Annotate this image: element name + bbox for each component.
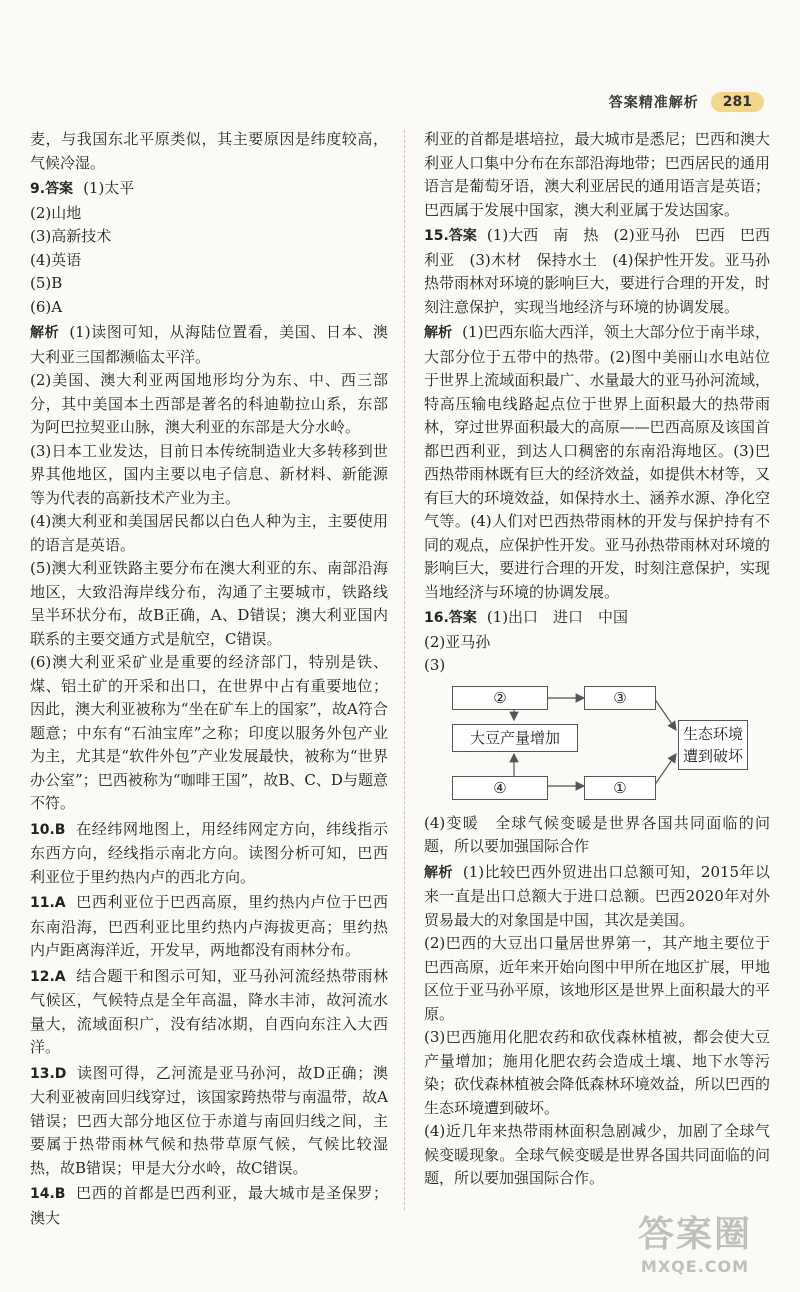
watermark-main: 答案圈 [637,1214,752,1255]
answer-item [424,224,770,319]
header-title: 答案精准解析 [608,95,699,111]
answer-item [30,1062,388,1181]
box-2: ② [452,686,548,710]
left-column [30,128,388,1230]
answer-text: (1)大西 南 热 (2)亚马孙 巴西 巴西利亚 (3)木材 保持水土 (4)保护性开发。亚马孙热带雨林对环境的影响巨大，要进行合理的开发，时刻注意保护，实现当地经济与环境的协调发展。 [424,226,771,316]
page-header [609,92,764,112]
paragraph: 麦，与我国东北平原类似，其主要原因是纬度较高，气候冷湿。 [30,130,388,172]
question-number: 15. [424,228,449,244]
answer-text: (1)出口 进口 中国 [486,608,629,626]
page-number: 281 [711,92,764,112]
answer-text: (1)巴西东临大西洋，领土大部分位于南半球，大部分位于五带中的热带。(2)图中美丽山水电站位于世界上流域面积最广、水量最大的亚马孙河流域，特高压输电线路起点位于世界上面积最大的热带雨林，穿过世界面积最大的高原——巴西高原及该国首都巴西利亚，到达人口稠密的东南沿海地区。(3)巴西热带雨林既有巨大的经济效益，如提供木材等，又有巨大的环境效益，如保持水土、涵养水源、净化空气等。(4)人们对巴西热带雨林的开发与保护持有不同的观点，应保护性开发。亚马孙热带雨林对环境的影响巨大，要进行合理的开发，时刻注意保护，实现当地经济与环境的协调发展。 [424,323,771,601]
paragraph: (4)变暖 全球气候变暖是世界各国共同面临的问题，所以要加强国际合作 [424,813,770,855]
answer-label: 解析 [424,325,453,341]
answer-text: 结合题干和图示可知，亚马孙河流经热带雨林气候区，气候特点是全年高温，降水丰沛，故河流水量大，流域面积广，没有结冰期，自西向东注入大西洋。 [30,966,388,1056]
paragraph: (5)澳大利亚铁路主要分布在澳大利亚的东、南部沿海地区，大致沿海岸线分布，沟通了主要城市，铁路线呈半环状分布，故B正确，A、D错误；澳大利亚国内联系的主要交通方式是航空，C错误。 [30,559,388,648]
paragraph: (6)澳大利亚采矿业是重要的经济部门，特别是铁、煤、铝土矿的开采和出口，在世界中占有重要地位；因此，澳大利亚被称为“坐在矿车上的国家”，故A符合题意；中东有“石油宝库”之称；印度以服务外包产业为主，尤其是“软件外包”产业发展最快，被称为“世界办公室”；巴西被称为“咖啡王国”，故B、C、D与题意不符。 [30,653,388,812]
paragraph: (3)巴西施用化肥农药和砍伐森林植被，都会使大豆产量增加；施用化肥农药会造成土壤、地下水等污染；砍伐森林植被会降低森林环境效益，所以巴西的生态环境遭到破坏。 [424,1028,770,1117]
answer-item [30,891,388,963]
answer-text: (1)比较巴西外贸进出口总额可知，2015年以来一直是出口总额大于进口总额。巴西2020年对外贸易最大的对象国是中国，其次是美国。 [424,862,770,929]
answer-item [30,177,388,202]
paragraph: (6)A [30,297,63,316]
paragraph: (3) [424,656,446,674]
box-eco-damage: 生态环境遭到破坏 [678,720,748,770]
answer-text: (1)读图可知，从海陆位置看，美国、日本、澳大利亚三国都濒临太平洋。 [30,323,389,366]
paragraph: (2)亚马孙 [424,632,491,651]
question-number: 12.A [30,968,66,985]
paragraph: (5)B [30,274,63,292]
answer-text: (1)太平 [83,179,135,197]
answer-text: 巴西的首都是巴西利亚，最大城市是圣保罗；澳大 [30,1184,388,1227]
paragraph: (3)日本工业发达，目前日本传统制造业大多转移到世界其他地区，国内主要以电子信息、新材料、新能源等为代表的高新技术产业为主。 [30,441,388,507]
question-number: 14.B [30,1186,66,1202]
answer-item [30,818,388,890]
box-4: ④ [452,776,548,800]
box-soybean-increase: 大豆产量增加 [452,724,578,752]
right-top-text [424,128,770,678]
right-column [424,128,770,1191]
answer-label: 答案 [448,610,477,626]
answer-text: 巴西利亚位于巴西高原，里约热内卢位于巴西东南沿海，巴西利亚比里约热内卢海拔更高；里约热内卢距离海洋近，开发早，两地都没有雨林分布。 [30,893,388,959]
watermark-logo [610,1206,780,1276]
flow-diagram [432,682,772,806]
paragraph: (2)美国、澳大利亚两国地形均分为东、中、西三部分，其中美国本土西部是著名的科迪勒拉山系，东部为阿巴拉契亚山脉，澳大利亚的东部是大分水岭。 [30,371,388,436]
right-bottom-text [424,812,770,1191]
box-1: ① [584,776,656,800]
answer-item [424,606,770,631]
answer-label: 解析 [424,864,453,881]
paragraph: (2)巴西的大豆出口量居世界第一，其产地主要位于巴西高原，近年来开始向图中甲所在地区扩展，甲地区位于亚马孙平原，该地形区是世界上面积最大的平原。 [424,934,770,1023]
answer-label: 答案 [45,181,74,197]
answer-text: 读图可得，乙河流是亚马孙河，故D正确；澳大利亚被南回归线穿过，该国家跨热带与南温带，故A错误；巴西大部分地区位于赤道与南回归线之间，主要属于热带雨林气候和热带草原气候，气候比较湿热，故B错误；甲是大分水岭，故C错误。 [30,1063,388,1177]
box-3: ③ [584,686,656,710]
paragraph: (2)山地 [30,203,82,222]
answer-item [30,321,388,369]
question-number: 16. [424,610,449,626]
question-number: 9. [30,181,46,197]
answer-label: 解析 [30,325,60,341]
question-number: 11.A [30,895,66,911]
paragraph: (4)澳大利亚和美国居民都以白色人种为主，主要使用的语言是英语。 [30,512,388,554]
watermark-url: MXQE.COM [640,1257,750,1276]
column-divider [404,130,405,1210]
paragraph: 利亚的首都是堪培拉，最大城市是悉尼；巴西和澳大利亚人口集中分布在东部沿海地带；巴西居民的通用语言是葡萄牙语，澳大利亚居民的通用语言是英语；巴西属于发展中国家，澳大利亚属于发达国家。 [424,130,770,219]
answer-item [424,861,770,933]
answer-text: 在经纬网地图上，用经纬网定方向，纬线指示东西方向，经线指示南北方向。读图分析可知，巴西利亚位于里约热内卢的西北方向。 [30,819,388,886]
paragraph: (4)近几年来热带雨林面积急剧减少，加剧了全球气候变暖现象。全球气候变暖是世界各国共同面临的问题，所以要加强国际合作。 [424,1122,770,1187]
answer-item [424,321,770,604]
answer-label: 答案 [448,228,477,244]
paragraph: (4)英语 [30,250,82,269]
question-number: 10.B [30,821,66,838]
paragraph: (3)高新技术 [30,227,112,245]
answer-item [30,1182,388,1230]
answer-item [30,965,388,1060]
question-number: 13.D [30,1065,67,1082]
